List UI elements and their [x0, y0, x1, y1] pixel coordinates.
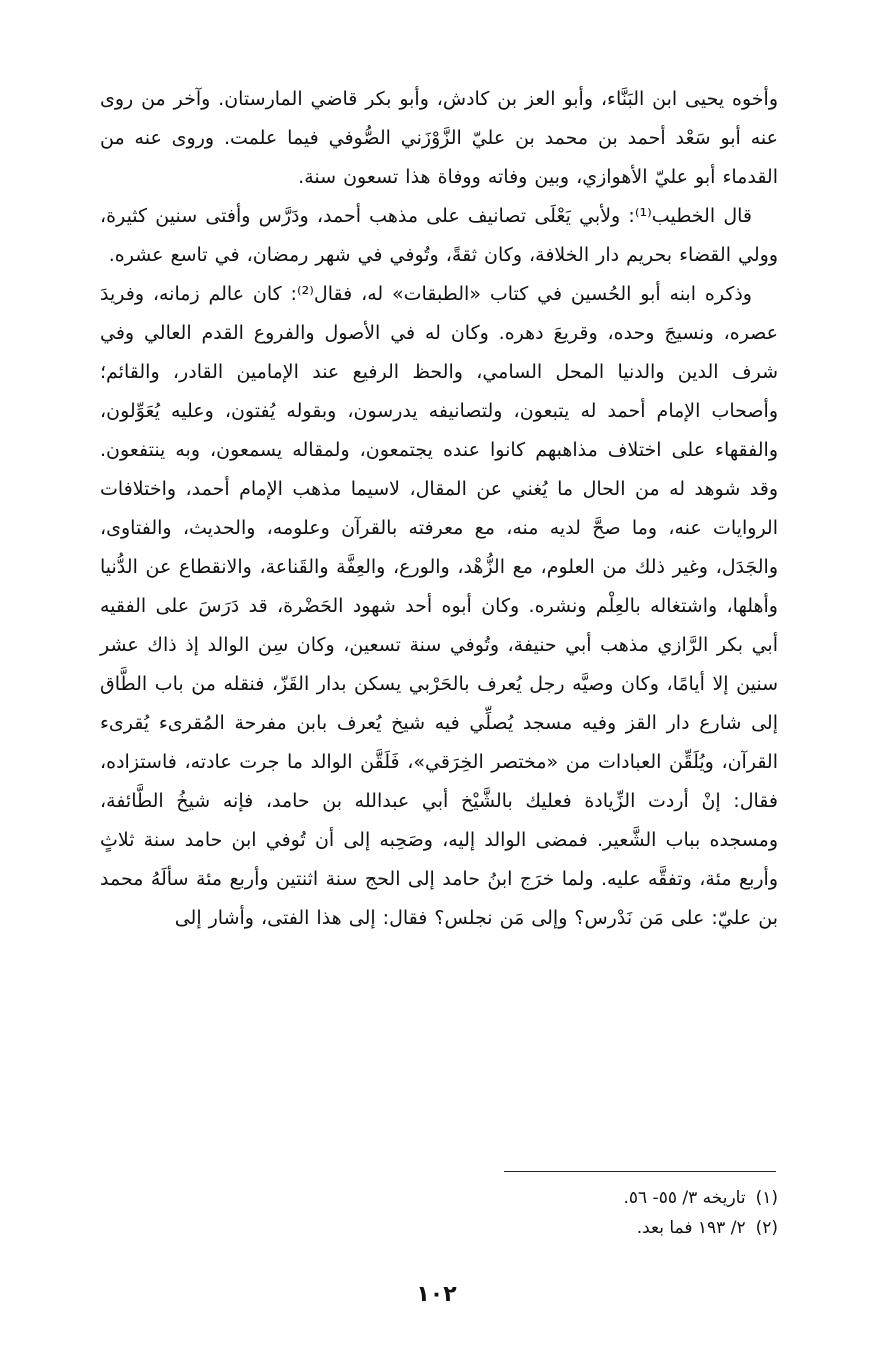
paragraph: قال الخطيب⁽¹⁾: ولأبي يَعْلَى تصانيف على مذهب أحمد، ودَرَّس وأفتى سنين كثيرة، وولي القضاء بحريم دار الخلافة، وكان ثقةً، وتُوفي في شهر رمضان، في تاسع عشره. — [100, 205, 778, 266]
main-text — [100, 80, 778, 938]
footnote-number: (١) — [755, 1188, 778, 1208]
paragraph: وذكره ابنه أبو الحُسين في كتاب «الطبقات» له، فقال⁽²⁾: كان عالم زمانه، وفريدَ عصره، ونسيجَ وحده، وقريعَ دهره. وكان له في الأصول والفروع القدم العالي وفي شرف الدين والدنيا المحل السامي، والحظ الرفيع عند الإمامين القادر، والقائم؛ وأصحاب الإمام أحمد له يتبعون، ولتصانيفه يدرسون، وبقوله يُفتون، وعليه يُعَوِّلون، والفقهاء على اختلاف مذاهبهم كانوا عنده يجتمعون، ولمقاله يسمعون، وبه ينتفعون. وقد شوهد له من الحال ما يُغني عن المقال، لاسيما مذهب الإمام أحمد، واختلافات الروايات عنه، وما صحَّ لديه منه، مع معرفته بالقرآن وعلومه، والحديث، والفتاوى، والجَدَل، وغير ذلك من العلوم، مع الزُّهْد، والورع، والعِفَّة والقَناعة، والانقطاع عن الدُّنيا وأهلها، واشتغاله بالعِلْم ونشره. وكان أبوه أحد شهود الحَضْرة، قد دَرَسَ على الفقيه أبي بكر الرَّازي مذهب أبي حنيفة، وتُوفي سنة تسعين، وكان سِن الوالد إذ ذاك عشر سنين إلا أيامًا، وكان وصيَّه رجل يُعرف بالحَرْبي يسكن بدار القَزّ، فنقله من باب الطَّاق إلى شارع دار القز وفيه مسجد يُصلِّي فيه شيخ يُعرف بابن مفرحة المُقرىء يُقرىء القرآن، ويُلَقِّن العبادات من «مختصر الخِرَقي»، فَلَقَّن الوالد ما جرت عادته، فاستزاده، فقال: إنْ أردت الزِّيادة فعليك بالشَّيْخ أبي عبدالله بن حامد، فإنه شيخُ الطَّائفة، ومسجده بباب الشَّعير. فمضى الوالد إليه، وصَحِبه إلى أن تُوفي ابن حامد سنة ثلاثٍ وأربع مئة، وتفقَّه عليه. ولما خرَج ابنُ حامد إلى الحج سنة اثنتين وأربع مئة سألَهُ محمد بن عليّ: على مَن نَدْرس؟ وإلى مَن نجلس؟ فقال: إلى هذا الفتى، وأشار إلى — [100, 283, 778, 929]
page-number: ١٠٢ — [416, 1282, 457, 1307]
footnote-number: (٢) — [755, 1218, 778, 1238]
footnote-text: ٢/ ١٩٣ فما بعد. — [636, 1218, 746, 1238]
footnote-separator — [504, 1171, 776, 1172]
footnotes — [278, 1183, 778, 1243]
footnote — [278, 1213, 778, 1243]
footnote-text: تاريخه ٣/ ٥٥- ٥٦. — [623, 1188, 746, 1208]
paragraph: وأخوه يحيى ابن البَنَّاء، وأبو العز بن كادش، وأبو بكر قاضي المارستان. وآخر من روى عنه أبو سَعْد أحمد بن محمد بن عليّ الزَّوْزَني الصُّوفي فيما علمت. وروى عنه من القدماء أبو عليّ الأهوازي، وبين وفاته ووفاة هذا تسعون سنة. — [100, 88, 778, 188]
footnote — [278, 1183, 778, 1213]
